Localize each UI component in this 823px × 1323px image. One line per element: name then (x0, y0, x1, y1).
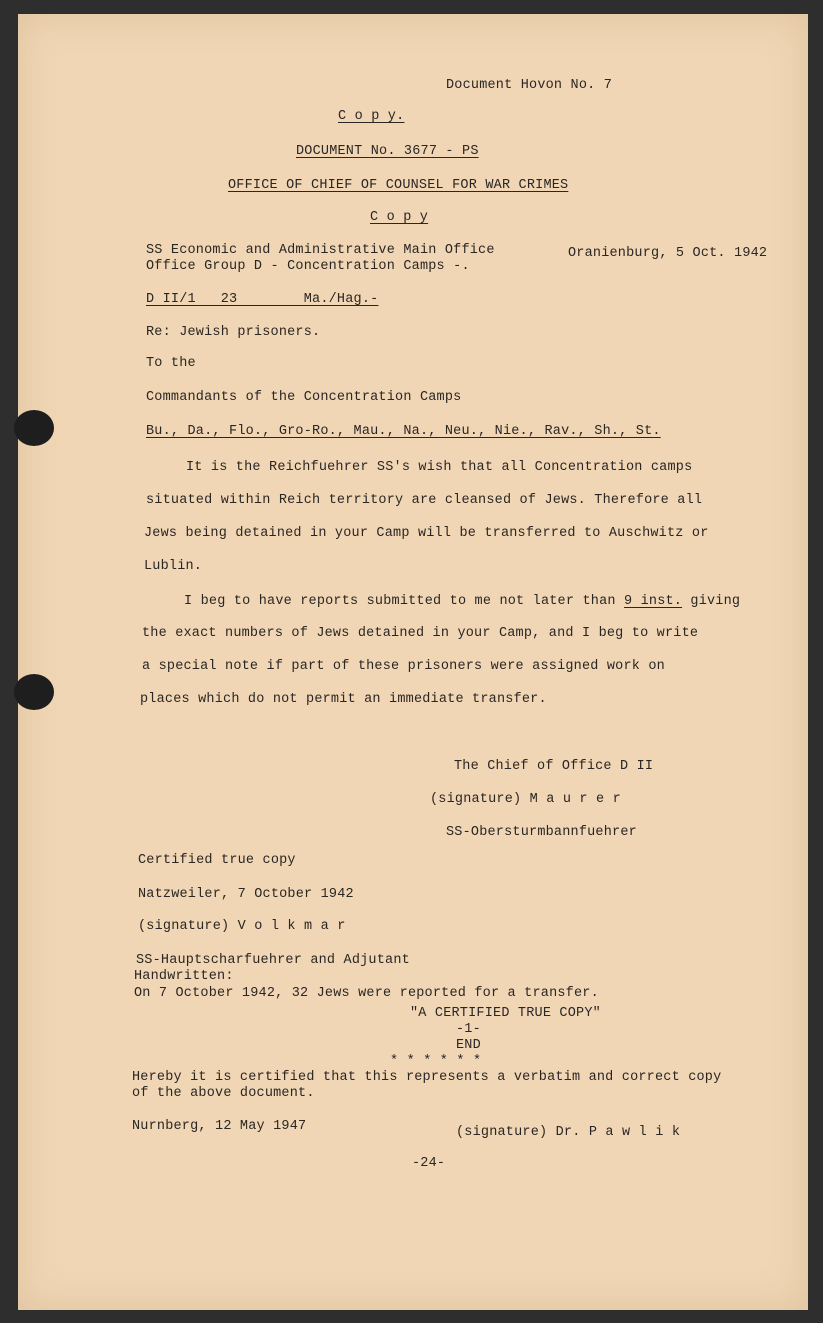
place-date: Oranienburg, 5 Oct. 1942 (568, 246, 768, 261)
paragraph-2-line-2: the exact numbers of Jews detained in your Camp, and I beg to write (142, 626, 699, 641)
punch-hole-top (14, 410, 54, 446)
paragraph-2-line-1 (184, 594, 740, 610)
paragraph-2-line-1-start: I beg to have reports submitted to me not later than (184, 594, 624, 609)
nurnberg-date: Nurnberg, 12 May 1947 (132, 1119, 307, 1134)
document-page (18, 14, 808, 1310)
signature-title: The Chief of Office D II (454, 759, 654, 774)
copy-subheading: C o p y (370, 210, 429, 225)
paragraph-1-line-1: It is the Reichfuehrer SS's wish that all Concentration camps (186, 460, 693, 475)
copy-heading: C o p y. (338, 109, 405, 124)
end-marker: END (456, 1038, 481, 1053)
sender-line-1: SS Economic and Administrative Main Office (146, 243, 495, 258)
addressee-to: To the (146, 356, 196, 371)
office-heading: OFFICE OF CHIEF OF COUNSEL FOR WAR CRIMES (228, 178, 569, 193)
subject-line: Re: Jewish prisoners. (146, 325, 321, 340)
handwritten-label: Handwritten: (134, 969, 234, 984)
signature-rank: SS-Obersturmbannfuehrer (446, 825, 637, 840)
addressee-commandants: Commandants of the Concentration Camps (146, 390, 462, 405)
punch-hole-bottom (14, 674, 54, 710)
deadline-date: 9 inst. (623, 594, 683, 609)
transfer-note: On 7 October 1942, 32 Jews were reported for a transfer. (134, 986, 599, 1001)
hereby-line-2: of the above document. (132, 1086, 315, 1101)
reference-line: D II/1 23 Ma./Hag.- (146, 292, 379, 307)
hereby-line-1: Hereby it is certified that this represents a verbatim and correct copy (132, 1070, 722, 1085)
page-one-marker: -1- (456, 1022, 481, 1037)
natzweiler-date: Natzweiler, 7 October 1942 (138, 887, 354, 902)
paragraph-2-line-4: places which do not permit an immediate transfer. (140, 692, 547, 707)
page-number: -24- (412, 1156, 446, 1171)
sender-line-2: Office Group D - Concentration Camps -. (146, 259, 470, 274)
document-number: DOCUMENT No. 3677 - PS (296, 144, 479, 159)
paragraph-2-line-1-end: giving (682, 594, 741, 609)
signature-pawlik: (signature) Dr. P a w l i k (456, 1125, 681, 1140)
paragraph-1-line-4: Lublin. (144, 559, 203, 574)
paragraph-1-line-3: Jews being detained in your Camp will be transferred to Auschwitz or (144, 526, 709, 541)
adjutant-rank: SS-Hauptscharfuehrer and Adjutant (136, 953, 410, 968)
camps-list: Bu., Da., Flo., Gro-Ro., Mau., Na., Neu., Nie., Rav., Sh., St. (146, 424, 661, 439)
stars-divider: * * * * * * (390, 1054, 482, 1069)
certified-true-copy-stamp: "A CERTIFIED TRUE COPY" (410, 1006, 601, 1021)
signature-maurer: (signature) M a u r e r (430, 792, 621, 807)
certified-true-copy: Certified true copy (138, 853, 296, 868)
paragraph-2-line-3: a special note if part of these prisoners were assigned work on (142, 659, 665, 674)
signature-volkmar: (signature) V o l k m a r (138, 919, 346, 934)
paragraph-1-line-2: situated within Reich territory are cleansed of Jews. Therefore all (146, 493, 703, 508)
document-hovon-number: Document Hovon No. 7 (446, 78, 613, 93)
